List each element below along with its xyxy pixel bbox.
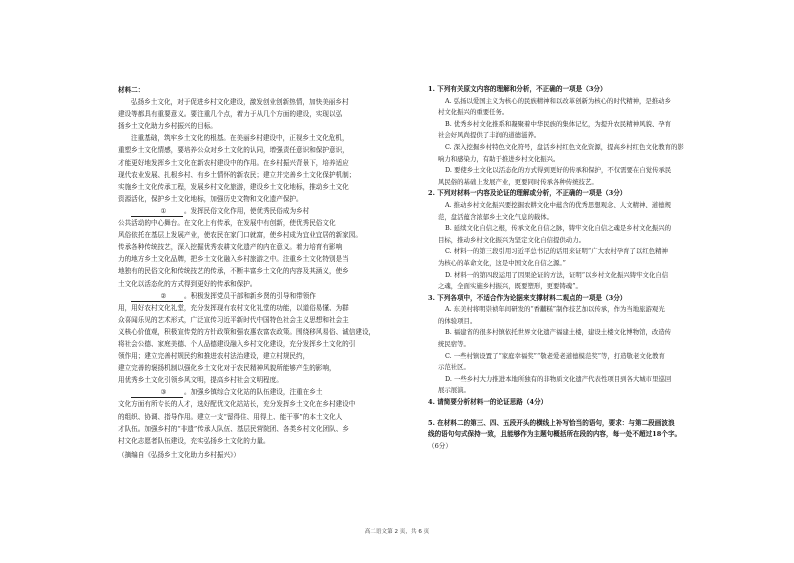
- question-5-stem-line-1: 5. 在材料二的第三、四、五段开头的横线上补写恰当的语句，要求：与第二段画波浪: [428, 418, 675, 427]
- material-line: 文化方面有所专长的人才，选好配优文化站站长，充分发挥乡土文化在乡村建设中: [118, 400, 356, 409]
- material-line-tail: 。积极发挥党员干部和新乡贤的引导和带领作: [184, 291, 316, 300]
- material-line: 土文化以活态化的方式得到更好的传承和保护。: [118, 279, 257, 288]
- question-1-stem: 1. 下列有关原文内容的理解和分析，不正确的一项是（3分）: [428, 85, 607, 93]
- material-line: 力的地方乡土文化品牌，把乡土文化融入乡村旅游之中。注重乡土文化特别是当: [118, 255, 349, 264]
- material-line: 扬乡土文化助力乡村振兴的目标。: [118, 122, 217, 131]
- material-line: 村文化志愿者队伍建设，充实弘扬乡土文化的力量。: [118, 436, 270, 445]
- material-line: 建立完善的褒扬机制以强化乡土文化对于农民精神风貌所能够产生的影响，: [118, 364, 336, 373]
- question-2-option-a-cont: 范，盘活蕴含浓郁乡土文化气息的载体。: [438, 212, 554, 221]
- material-paragraph-4-first-line: [118, 290, 408, 302]
- question-3-option-b-cont: 统民宿等。: [438, 340, 470, 349]
- question-4-stem: 4. 请简要分析材料一的论证思路（4分）: [428, 398, 548, 407]
- material-heading: 材料二：: [118, 86, 145, 94]
- question-3-option-c: C. 一些村镇设置了“家庭幸福奖”“敬老爱老道德模范奖”等，打造敬老文化教育: [445, 351, 665, 360]
- question-1-option-d-cont: 风民俗的基础上发展产业，更要同时传承各种传统技艺。: [438, 177, 598, 186]
- material-line: 将社会公德、家庭美德、个人品德建设融入乡村文化建设，充分发挥乡土文化的引: [118, 339, 356, 348]
- material-line-tail: 。加强乡镇综合文化站的队伍建设，注重在乡土: [184, 388, 323, 397]
- material-paragraph-3-first-line: [118, 205, 408, 217]
- material-line: 才能更好地发挥乡土文化在新农村建设中的作用。在乡村振兴背景下，培养适应: [118, 158, 349, 167]
- material-paragraph-5-first-line: [118, 386, 408, 398]
- material-line: 领作用；建立完善村规民约和推进农村法治建设，建立村规民约，: [118, 352, 310, 361]
- material-line: 资源活化，保护乡土文化地标，加强历史文物和文化遗产保护。: [118, 194, 303, 203]
- answer-space: [428, 409, 740, 418]
- material-line-tail: 。发挥民俗文化作用，使优秀民俗成为乡村: [184, 206, 310, 215]
- material-line: 众喜闻乐见的艺术形式，广泛宣传习近平新时代中国特色社会主义思想和社会主: [118, 315, 349, 324]
- page-footer: 高二语文第 2 页，共 6 页: [364, 529, 430, 535]
- question-3-option-a: A. 东美村将明崇祯年间研发的“香黼糕”制作技艺加以传承，作为当地旅游观光: [445, 305, 665, 314]
- question-5-points: （6分）: [428, 441, 452, 450]
- question-3-option-d-cont: 展示展演。: [438, 386, 470, 395]
- material-line: 风俗依托在基层上发展产业，使农民在家门口就富，使乡村成为宜业宜居的新家园。: [118, 231, 362, 240]
- material-line: 建设等都具有重要意义。要注重几个点，着力于从几个方面的建设，实现以弘: [118, 110, 343, 119]
- question-2-option-a: A. 推动乡村文化振兴要挖掘农耕文化中蕴含的优秀思想观念、人文精神、道德规: [445, 200, 671, 209]
- material-line: 现代农业发展、扎根乡村、有乡土情怀的新农民；建立并完善乡土文化保护机制；: [118, 170, 356, 179]
- material-line: 公共活动的中心舞台。在文化上有传承，在发展中有创新，使优秀民俗文化: [118, 219, 336, 228]
- material-line: 弘扬乡土文化，对于促进乡村文化建设，激发创业创新热情，加快美丽乡村: [131, 98, 349, 107]
- material-line: 地独有的民俗文化和传统技艺的传承，不断丰富乡土文化的内容及其涵义，使乡: [118, 267, 349, 276]
- question-3-option-a-cont: 的体验项目。: [438, 316, 477, 325]
- question-1-option-a-cont: 村文化振兴的重要任务。: [438, 108, 509, 117]
- question-3-option-b: B. 福建省的很多村镇依托世界文化遗产福建土楼，建设土楼文化博物馆，改造传: [445, 328, 672, 337]
- question-1-option-c: C. 深入挖掘乡村特色文化符号，盘活乡村红色文化资源，提高乡村红色文化教育的影: [445, 142, 684, 151]
- question-5-stem-line-2: 线的语句句式保持一致，且能够作为主题句概括所在段的内容，每一处不超过18个字。: [428, 430, 682, 439]
- question-1-option-c-cont: 响力和感染力，有助于推进乡村文化振兴。: [438, 154, 560, 163]
- question-1-option-b-cont: 社会好风尚提供了丰润的道德滋养。: [438, 131, 541, 140]
- question-3-option-d: D. 一些乡村大力推进本地所独有的非物质文化遗产代表性项目到各大城市里巡回: [445, 374, 672, 383]
- question-2-option-b: B. 延续文化自信之根，传承文化自信之脉，铸牢文化自信之魂是乡村文化振兴的: [445, 224, 672, 233]
- material-line: 才队伍。加强乡村的“非遗”传承人队伍、基层民营院团、各类乡村文化团队、乡: [118, 424, 349, 433]
- question-2-option-c: C. 材料一的第三段引用习近平总书记的话用来证明“广大农村孕育了以红色精神: [445, 247, 668, 256]
- question-3-option-c-cont: 示范社区。: [438, 363, 470, 372]
- question-1-option-b: B. 优秀乡村文化推系和凝聚着中华民族的集体记忆，为提升农民精神风貌、孕育: [445, 119, 672, 128]
- question-1-option-d: D. 要使乡土文化以活态化的方式得到更好的传承和保护，不仅需要在自觉传承民: [445, 166, 672, 175]
- questions-column: [428, 84, 740, 452]
- question-2-stem: 2. 下列对材料一内容及论证的理解或分析，不正确的一项是（3分）: [428, 189, 627, 198]
- material-line: 实施乡土文化传承工程，发展乡村文化旅游，建设乡土文化地标，推动乡土文化: [118, 182, 349, 191]
- question-2-option-d: D. 材料一的第四段运用了因果论证的方法，证明“以乡村文化振兴铸牢文化自信: [445, 270, 669, 279]
- question-2-option-c-cont: 为核心的革命文化，这是中国文化自信之源。”: [438, 258, 566, 267]
- material-line: 传承各种传统技艺，深入挖掘优秀农耕文化遗产的内在意义。着力培育有影响: [118, 243, 343, 252]
- material-line: 用，用好农村文化礼堂，充分发挥现有农村文化礼堂的功能，以道俗易懂、为群: [118, 303, 349, 312]
- material-line: 的组织、协调、指导作用。建立一支“留得住、用得上、能干事”的本土文化人: [118, 412, 343, 421]
- material-line: 义核心价值观，积极宣传党的方针政策和强农惠农富农政策。围绕移风易俗、诚信建设，: [118, 327, 376, 336]
- fill-blank-1: ①: [131, 207, 183, 217]
- material-line: 注重基础，筑牢乡土文化的根基。在美丽乡村建设中，正视乡土文化危机，: [131, 134, 349, 143]
- material-source: （摘编自《弘扬乡土文化助力乡村振兴》）: [118, 450, 240, 459]
- fill-blank-2: ②: [131, 292, 183, 302]
- question-1-option-a: A. 弘扬以爱国主义为核心的民族精神和以改革创新为核心的时代精神，是推动乡: [445, 96, 671, 105]
- material-column: [118, 84, 408, 461]
- material-line: 用优秀乡土文化引领乡风文明，提高乡村社会文明程度。: [118, 376, 283, 385]
- question-2-option-b-cont: 目标，推动乡村文化振兴为坚定文化自信提供动力。: [438, 235, 585, 244]
- material-line: 重塑乡土文化情感，要培养公众对乡土文化的认同，增强责任意识和保护意识，: [118, 146, 349, 155]
- question-3-stem: 3. 下列各项中，不适合作为论据来支撑材料二观点的一项是（3分）: [428, 293, 627, 302]
- fill-blank-3: ③: [131, 388, 183, 398]
- question-2-option-d-cont: 之魂，全面实施乡村振兴，既要塑形，更要铸魂”。: [438, 282, 582, 291]
